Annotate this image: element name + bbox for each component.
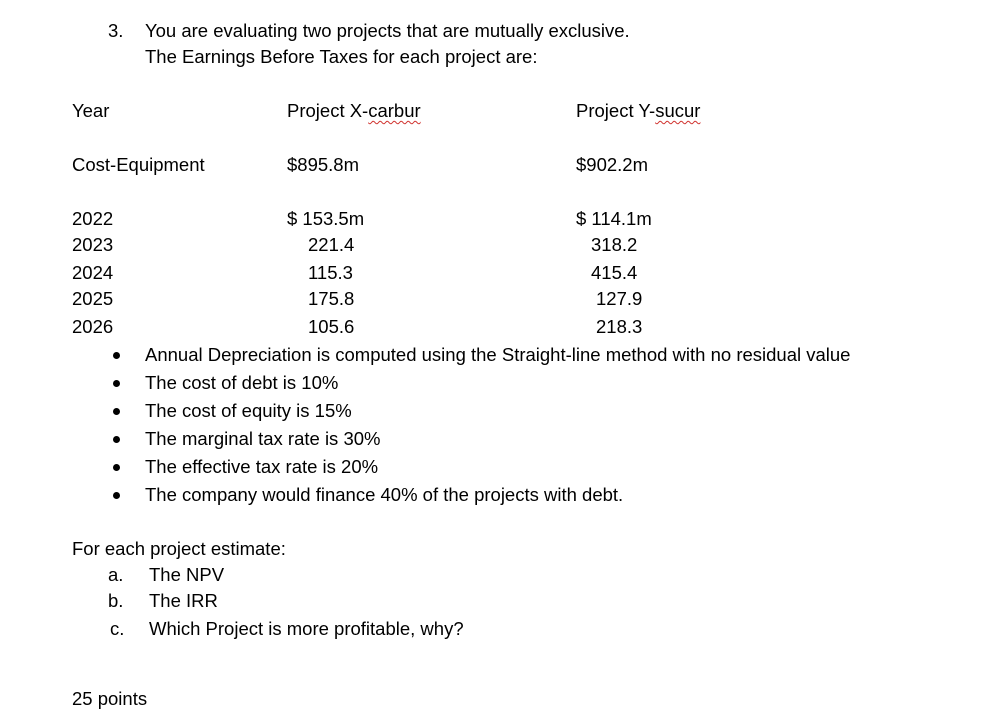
- estimate-item: The IRR: [149, 590, 218, 611]
- question-line-2: The Earnings Before Taxes for each project are:: [145, 46, 538, 67]
- row-x: $ 153.5m: [287, 208, 365, 229]
- row-y: $ 114.1m: [576, 208, 652, 229]
- bullet-dot: [113, 492, 120, 499]
- estimate-marker: a.: [108, 564, 124, 585]
- cost-y: $902.2m: [576, 154, 648, 175]
- header-project-y-prefix: Project Y-: [576, 100, 656, 121]
- row-x: 175.8: [308, 288, 355, 309]
- bullet-dot: [113, 380, 120, 387]
- row-year: 2025: [72, 288, 114, 309]
- row-year: 2023: [72, 234, 114, 255]
- row-x: 221.4: [308, 234, 355, 255]
- estimate-intro: For each project estimate:: [72, 538, 286, 559]
- row-y: 318.2: [591, 234, 638, 255]
- header-project-y: [576, 100, 700, 122]
- header-project-x: [287, 100, 421, 122]
- row-x: 115.3: [308, 262, 353, 283]
- row-x: 105.6: [308, 316, 355, 337]
- bullet-text: The effective tax rate is 20%: [145, 456, 379, 477]
- row-year: 2022: [72, 208, 114, 229]
- question-number: 3.: [108, 20, 124, 41]
- row-y: 127.9: [596, 288, 643, 309]
- header-year: Year: [72, 100, 110, 121]
- estimate-marker: b.: [108, 590, 124, 611]
- bullet-text: The cost of debt is 10%: [145, 372, 339, 393]
- row-y: 415.4: [591, 262, 638, 283]
- estimate-item: The NPV: [149, 564, 225, 585]
- estimate-marker: c.: [110, 618, 125, 639]
- bullet-text: Annual Depreciation is computed using the Straight-line method with no residual value: [145, 344, 851, 365]
- bullet-dot: [113, 464, 120, 471]
- estimate-item: Which Project is more profitable, why?: [149, 618, 464, 639]
- bullet-text: The company would finance 40% of the projects with debt.: [145, 484, 624, 505]
- bullet-dot: [113, 352, 120, 359]
- row-year: 2024: [72, 262, 114, 283]
- bullet-dot: [113, 408, 120, 415]
- bullet-text: The cost of equity is 15%: [145, 400, 352, 421]
- header-project-y-name: sucur: [655, 100, 701, 121]
- cost-label: Cost-Equipment: [72, 154, 205, 175]
- cost-x: $895.8m: [287, 154, 359, 175]
- row-y: 218.3: [596, 316, 643, 337]
- points-label: 25 points: [72, 688, 148, 709]
- row-year: 2026: [72, 316, 114, 337]
- header-project-x-name: carbur: [368, 100, 421, 121]
- bullet-dot: [113, 436, 120, 443]
- header-project-x-prefix: Project X-: [287, 100, 369, 121]
- bullet-text: The marginal tax rate is 30%: [145, 428, 381, 449]
- question-line-1: You are evaluating two projects that are mutually exclusive.: [145, 20, 630, 41]
